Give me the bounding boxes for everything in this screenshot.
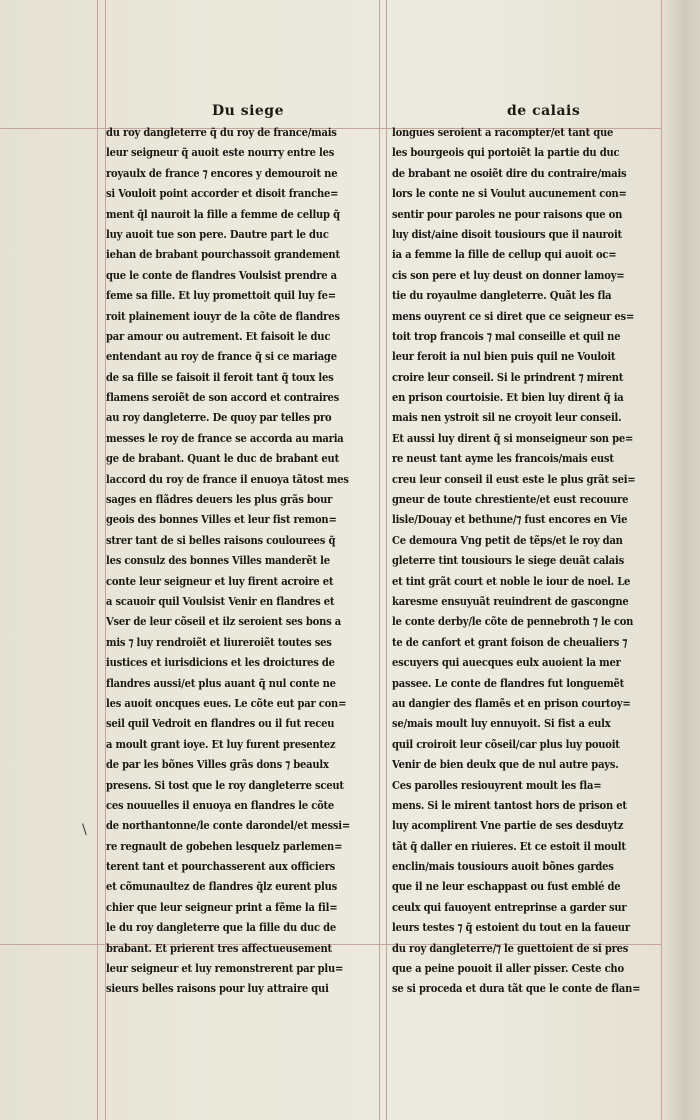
text-line: croire leur conseil. Si le prindrent ⁊ mirent [392,369,624,384]
text-line: a moult grant ioye. Et luy furent presentez [106,736,336,751]
text-line: messes le roy de france se accorda au maria [106,430,344,445]
text-line: luy dist/aine disoit tousiours que il nauroit [392,226,622,241]
text-line: ceulx qui fauoyent entreprinse a garder sur [392,899,627,914]
text-line: entendant au roy de france q̃ si ce mariage [106,349,337,364]
text-line: flandres aussi/et plus auant q̃ nul conte ne [106,675,336,690]
text-line: ge de brabant. Quant le duc de brabant eut [106,451,339,466]
text-line: se si proceda et dura tãt que le conte de flan= [392,981,641,996]
text-line: tãt q̃ daller en riuieres. Et ce estoit il moult [392,838,626,853]
text-line: leur seigneur q̃ auoit este nourry entre les [106,145,335,160]
text-line: sentir pour paroles ne pour raisons que on [392,206,623,221]
text-line: de northantonne/le conte darondel/et messi= [106,818,351,833]
text-line: feme sa fille. Et luy promettoit quil luy fe= [106,288,336,303]
text-line: lisle/Douay et bethune/⁊ fust encores en Vie [392,512,628,527]
text-line: que il ne leur eschappast ou fust emblé de [392,879,621,894]
text-line: ces nouuelles il enuoya en flandres le cõte [106,797,335,812]
text-line: iustices et iurisdicions et les droictures de [106,655,335,670]
text-line: luy auoit tue son pere. Dautre part le duc [106,226,329,241]
text-line: si Vouloit point accorder et disoit franche= [106,186,339,201]
center-rule-right [386,0,387,1120]
text-line: escuyers qui auecques eulx auoient la mer [392,655,621,670]
text-line: royaulx de france ⁊ encores y demouroit ne [106,165,338,180]
text-line: Vser de leur cõseil et ilz seroient ses bons a [106,614,342,629]
center-rule-left [379,0,380,1120]
text-line: re regnault de gobehen lesquelz parlemen= [106,838,343,853]
text-line: sieurs belles raisons pour luy attraire qui [106,981,329,996]
text-line: longues seroient a racompter/et tant que [392,125,614,139]
text-line: quil croiroit leur cõseil/car plus luy pouoit [392,736,620,751]
text-line: terent tant et pourchasserent aux officiers [106,859,336,874]
text-line: cis son pere et luy deust on donner lamoy= [392,267,625,282]
text-line: brabant. Et prierent tres affectueusement [106,940,332,955]
text-line: karesme ensuyuãt reuindrent de gascongne [392,593,629,608]
text-line: te de canfort et grant foison de cheualiers ⁊ [392,634,628,649]
text-line: lors le conte ne si Voulut aucunement con= [392,186,627,201]
text-line: au dangier des flamẽs et en prison courtoy= [392,695,631,710]
text-line: gneur de toute chrestiente/et eust recouure [392,492,629,507]
text-line: laccord du roy de france il enuoya tãtost mes [106,471,349,486]
text-line: luy acomplirent Vne partie de ses desduytz [392,818,624,833]
text-line: re neust tant ayme les francois/mais eust [392,451,614,466]
text-line: de sa fille se faisoit il feroit tant q̃ toux les [106,369,334,384]
text-line: tie du royaulme dangleterre. Quãt les fla [392,288,612,303]
text-line: ment q̃l nauroit la fille a femme de cellup q̃ [106,206,340,221]
text-line: Ces parolles resiouyrent moult les fla= [392,777,602,792]
text-line: chier que leur seigneur print a fẽme la fil= [106,899,338,914]
text-line: que le conte de flandres Voulsist prendre a [106,267,337,282]
text-line: du roy dangleterre/⁊ le guettoient de si pres [392,940,629,955]
text-line: leur seigneur et luy remonstrerent par plu= [106,961,344,976]
text-line: et cõmunaultez de flandres q̃lz eurent plus [106,879,338,894]
text-line: presens. Si tost que le roy dangleterre sceut [106,777,344,792]
text-line: toit trop francois ⁊ mal conseille et quil ne [392,328,621,343]
text-line: Et aussi luy dirent q̃ si monseigneur son pe= [392,430,634,445]
text-column-right [392,122,664,999]
text-line: les auoit oncques eues. Le cõte eut par con= [106,695,347,710]
text-line: geois des bonnes Villes et leur fist remon= [106,512,337,527]
text-line: gleterre tint tousiours le siege deuãt calais [392,553,624,568]
text-line: et tint grãt court et noble le iour de noel. Le [392,573,631,588]
text-line: du roy dangleterre q̃ du roy de france/mais [106,125,337,139]
running-head-right: de calais [507,103,581,119]
text-line: enclin/mais tousiours auoit bõnes gardes [392,859,614,874]
text-line: Ce demoura Vng petit de tẽps/et le roy dan [392,532,623,547]
text-line: iehan de brabant pourchassoit grandement [106,247,340,262]
text-line: de brabant ne osoiẽt dire du contraire/mais [392,165,627,180]
text-line: le conte derby/le cõte de pennebroth ⁊ le con [392,614,634,629]
text-line: Venir de bien deulx que de nul autre pays. [392,757,619,772]
text-line: sages en flãdres deuers les plus grãs bour [106,492,333,507]
running-head-left: Du siege [212,103,284,119]
text-line: leur feroit ia nul bien puis quil ne Vouloit [392,349,616,364]
text-line: le du roy dangleterre que la fille du duc de [106,920,337,935]
text-line: de par les bõnes Villes grãs dons ⁊ beaulx [106,757,329,772]
text-column-left [106,122,378,999]
text-line: se/mais moult luy ennuyoit. Si fist a eulx [392,716,611,731]
text-line: mis ⁊ luy rendroiẽt et liureroiẽt toutes ses [106,634,332,649]
text-line: au roy dangleterre. De quoy par telles pro [106,410,332,425]
text-line: mens ouyrent ce si diret que ce seigneur es= [392,308,635,323]
book-binding-edge [660,0,700,1120]
text-line: flamens seroiẽt de son accord et contraires [106,390,340,405]
text-line: ia a femme la fille de cellup qui auoit oc= [392,247,617,262]
text-line: que a peine pouoit il aller pisser. Ceste cho [392,961,624,976]
text-line: creu leur conseil il eust este le plus grãt sei= [392,471,636,486]
text-line: par amour ou autrement. Et faisoit le duc [106,328,331,343]
text-line: conte leur seigneur et luy firent acroire et [106,573,334,588]
text-line: en prison courtoisie. Et bien luy dirent q̃ ia [392,390,624,405]
text-line: leurs testes ⁊ q̃ estoient du tout en la faueur [392,920,630,935]
margin-mark: \ [82,822,87,838]
text-line: mens. Si le mirent tantost hors de prison et [392,797,627,812]
text-line: a scauoir quil Voulsist Venir en flandres et [106,593,335,608]
text-line: les bourgeois qui portoiẽt la partie du duc [392,145,620,160]
text-line: strer tant de si belles raisons coulourees q̃ [106,532,336,547]
text-line: roit plainement iouyr de la cõte de flandres [106,308,340,323]
text-line: seil quil Vedroit en flandres ou il fut receu [106,716,335,731]
left-margin-rule [97,0,98,1120]
text-line: mais nen ystroit sil ne croyoit leur conseil. [392,410,622,425]
text-line: les consulz des bonnes Villes manderẽt le [106,553,330,568]
text-line: passee. Le conte de flandres fut longuemẽt [392,675,625,690]
